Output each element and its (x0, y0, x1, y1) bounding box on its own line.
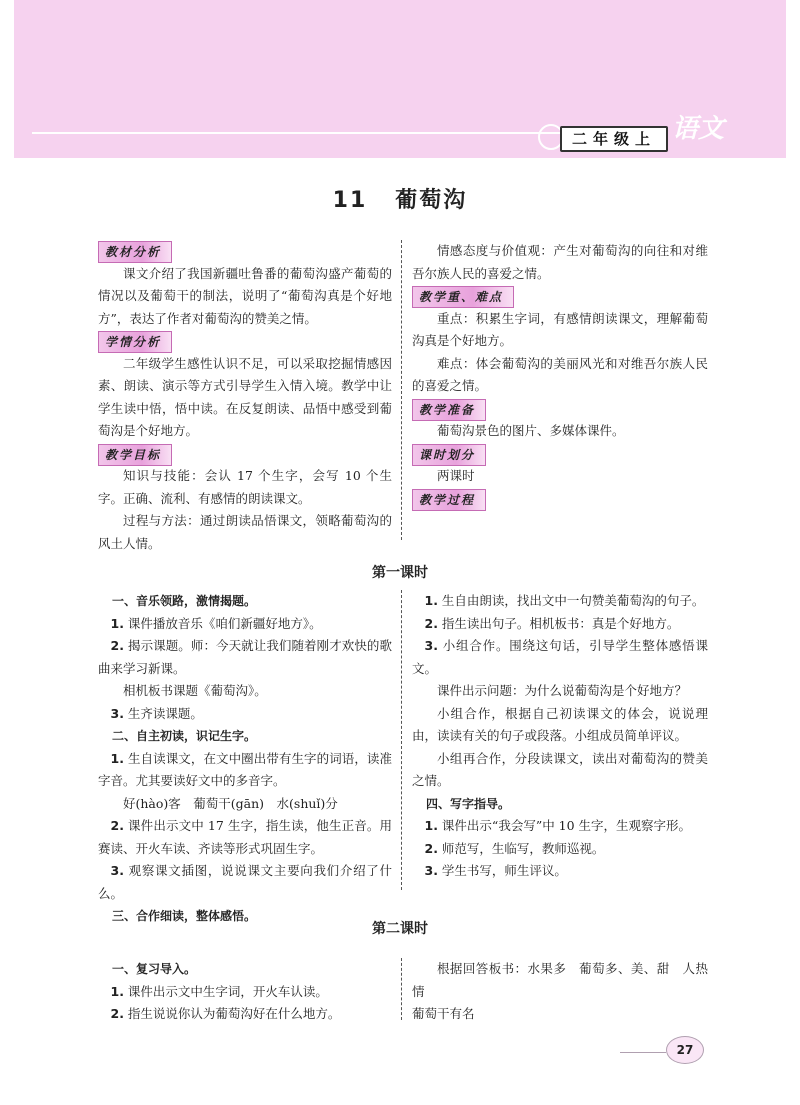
intro-right-column (412, 240, 708, 510)
lesson-1-heading-1: 一、音乐领路，激情揭题。 (112, 594, 257, 608)
lesson-1-question: 课件出示问题：为什么说葡萄沟是个好地方？ (437, 683, 688, 698)
section-tag-xueqing: 学情分析 (98, 331, 172, 353)
lesson-1-step-1: 1. 课件播放音乐《咱们新疆好地方》。 (110, 615, 322, 631)
lesson-1-heading-4: 四、写字指导。 (426, 796, 511, 811)
zhunbei-text: 葡萄沟景色的图片、多媒体课件。 (437, 423, 625, 438)
lesson-2-right-column (412, 958, 708, 1026)
page-header-banner (14, 0, 786, 158)
lesson-1-step-2: 2. 揭示课题。师：今天就让我们随着刚才欢快的歌曲来学习新课。 (98, 638, 392, 676)
nandian-text: 难点：体会葡萄沟的美丽风光和对维吾尔族人民的喜爱之情。 (412, 355, 708, 393)
lesson-title (0, 183, 800, 214)
column-divider-lesson-1 (401, 590, 402, 890)
column-divider-top (401, 240, 402, 540)
mubiao-text-3: 情感态度与价值观：产生对葡萄沟的向往和对维吾尔族人民的喜爱之情。 (412, 243, 708, 281)
lesson-1-task-2: 2. 课件出示文中 17 生字，指生读，他生正音。用赛读、开火车读、齐读等形式巩固生字。 (98, 818, 392, 856)
lesson-2-title: 第二课时 (372, 921, 428, 937)
lesson-1-step-2-note: 相机板书课题《葡萄沟》。 (123, 683, 267, 698)
mubiao-text-1: 知识与技能：会认 17 个生字，会写 10 个生字。正确、流利、有感情的朗读课文。 (98, 468, 392, 506)
section-tag-mubiao: 教学目标 (98, 444, 172, 466)
lesson-1-right-column (412, 590, 708, 883)
lesson-2-board-1: 根据回答板书：水果多 葡萄多、美、甜 人热情 (412, 961, 708, 999)
lesson-1-write-1: 1. 课件出示“我会写”中 10 生字，生观察字形。 (424, 818, 692, 833)
column-divider-lesson-2 (401, 958, 402, 1020)
keshi-text: 两课时 (437, 468, 475, 483)
lesson-1-left-column (98, 590, 392, 928)
lesson-1-write-3: 3. 学生书写，师生评议。 (424, 863, 567, 878)
section-tag-zhongnan: 教学重、难点 (412, 286, 514, 308)
lesson-number: 11 (332, 188, 368, 213)
page-number: 27 (666, 1036, 704, 1064)
lesson-1-read-1: 1. 生自由朗读，找出文中一句赞美葡萄沟的句子。 (424, 593, 705, 608)
jiaocai-text: 课文介绍了我国新疆吐鲁番的葡萄沟盛产葡萄的情况以及葡萄干的制法，说明了“葡萄沟真是个好地方”，表达了作者对葡萄沟的赞美之情。 (98, 265, 392, 326)
lesson-1-write-2: 2. 师范写，生临写，教师巡视。 (424, 840, 605, 856)
lesson-1-polyphones: 好(hào)客 葡萄干(gān) 水(shuǐ)分 (123, 795, 338, 811)
lesson-1-read-3: 3. 小组合作。围绕这句话，引导学生整体感悟课文。 (412, 638, 708, 676)
page-number-line (620, 1052, 666, 1053)
mubiao-text-2: 过程与方法：通过朗读品悟课文，领略葡萄沟的风土人情。 (98, 513, 392, 551)
lesson-1-heading-2: 二、自主初读，识记生字。 (112, 729, 257, 743)
lesson-2-review-2: 2. 指生说说你认为葡萄沟好在什么地方。 (110, 1006, 341, 1021)
section-tag-guocheng: 教学过程 (412, 489, 486, 511)
lesson-1-task-1: 1. 生自读课文，在文中圈出带有生字的词语，读准字音。尤其要读好文中的多音字。 (98, 750, 392, 788)
lesson-2-heading-1: 一、复习导入。 (112, 962, 197, 976)
lesson-1-step-3: 3. 生齐读课题。 (110, 705, 203, 721)
lesson-name: 葡萄沟 (395, 188, 468, 213)
lesson-2-board-2: 葡萄干有名 (412, 1006, 475, 1021)
lesson-1-group-read: 小组再合作，分段读课文，读出对葡萄沟的赞美之情。 (412, 750, 708, 788)
grade-label: 二年级上 (560, 126, 668, 152)
header-decorative-line (32, 132, 622, 134)
lesson-1-title: 第一课时 (372, 565, 428, 581)
lesson-1-read-2: 2. 指生读出句子。相机板书：真是个好地方。 (424, 615, 680, 631)
section-tag-keshi: 课时划分 (412, 444, 486, 466)
xueqing-text: 二年级学生感性认识不足，可以采取挖掘情感因素、朗读、演示等方式引导学生入情入境。教学中让学生读中悟，悟中读。在反复朗读、品悟中感受到葡萄沟是个好地方。 (98, 355, 392, 438)
section-tag-jiaocai: 教材分析 (98, 241, 172, 263)
lesson-1-group-work: 小组合作，根据自己初读课文的体会，说说理由，读读有关的句子或段落。小组成员简单评议。 (412, 705, 708, 743)
intro-left-column (98, 240, 392, 555)
section-tag-zhunbei: 教学准备 (412, 399, 486, 421)
lesson-2-review-1: 1. 课件出示文中生字词，开火车认读。 (110, 983, 328, 999)
lesson-1-heading-3: 三、合作细读，整体感悟。 (112, 909, 257, 923)
lesson-2-left-column (98, 958, 392, 1026)
zhongdian-text: 重点：积累生字词，有感情朗读课文，理解葡萄沟真是个好地方。 (412, 310, 708, 348)
lesson-1-task-3: 3. 观察课文插图，说说课文主要向我们介绍了什么。 (98, 863, 392, 901)
subject-label: 语文 (672, 114, 725, 144)
